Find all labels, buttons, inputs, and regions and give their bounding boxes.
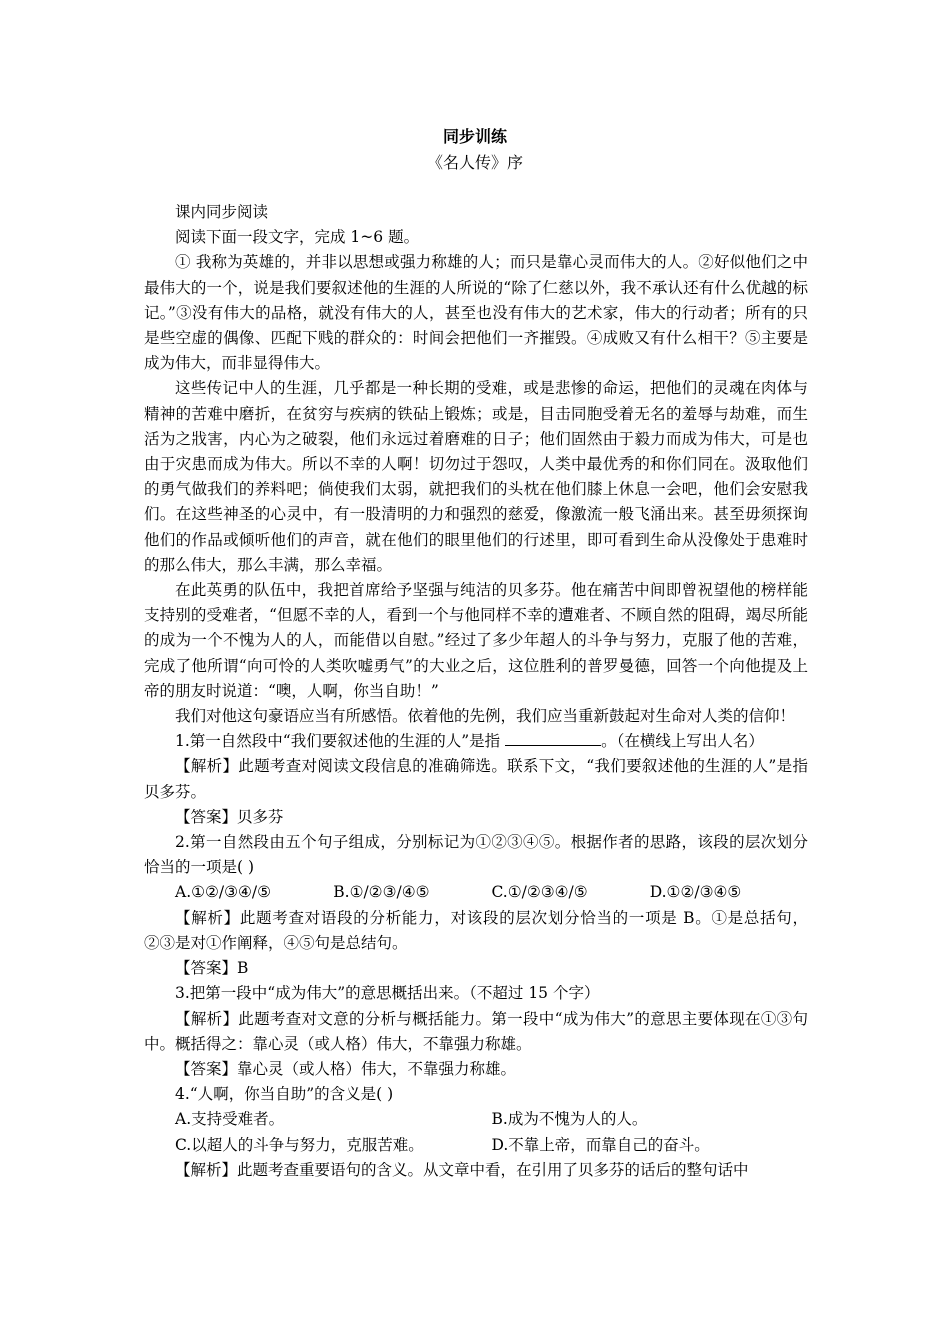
question-2-answer: 【答案】B [175,959,249,978]
option-c: C.以超人的斗争与努力，克服苦难。 [175,1135,424,1154]
question-4: 4.“人啊，你当自助”的含义是( ) [175,1085,394,1104]
question-1-prefix: 1.第一自然段中“我们要叙述他的生涯的人”是指 [175,732,501,751]
question-1 [144,729,808,754]
question-4-options-row-1 [144,1107,808,1132]
question-4-options-row-2 [144,1133,808,1158]
option-d: D.①②/③④⑤ [649,883,742,902]
instruction: 阅读下面一段文字，完成 1~6 题。 [175,228,420,247]
question-2: 2.第一自然段由五个句子组成，分别标记为①②③④⑤。根据作者的思路，该段的层次划分恰当的一项是( ) [144,833,808,877]
question-1-answer: 【答案】贝多芬 [175,807,284,826]
page-subtitle: 《名人传》序 [426,153,523,172]
passage-paragraph-3: 在此英勇的队伍中，我把首席给予坚强与纯洁的贝多芬。他在痛苦中间即曾祝望他的榜样能支持别的受难者，“但愿不幸的人，看到一个与他同样不幸的遭难者、不顾自然的阻碍，竭尽所能的成为一个不愧为人的人，而能借以自慰。”经过了多少年超人的斗争与努力，克服了他的苦难，完成了他所谓“向可怜的人类吹嘘勇气”的大业之后，这位胜利的普罗曼德，回答一个向他提及上帝的朋友时说道：“噢，人啊，你当自助！” [144,581,808,700]
option-c: C.①/②③④/⑤ [491,883,588,902]
answer-blank [505,731,601,746]
passage-paragraph-1: ① 我称为英雄的，并非以思想或强力称雄的人；而只是靠心灵而伟大的人。②好似他们之中最伟大的一个，说是我们要叙述他的生涯的人所说的“除了仁慈以外，我不承认还有什么优越的标记。”③没有伟大的品格，就没有伟大的人，甚至也没有伟大的艺术家，伟大的行动者；所有的只是些空虚的偶像、匹配下贱的群众的：时间会把他们一齐摧毁。④成败又有什么相干？⑤主要是成为伟大，而非显得伟大。 [144,253,808,373]
option-b: B.成为不愧为人的人。 [491,1110,648,1129]
question-3: 3.把第一段中“成为伟大”的意思概括出来。（不超过 15 个字） [175,984,600,1003]
option-d: D.不靠上帝，而靠自己的奋斗。 [491,1135,710,1154]
question-1-analysis: 【解析】此题考查对阅读文段信息的准确筛选。联系下文，“我们要叙述他的生涯的人”是指贝多芬。 [144,757,808,801]
question-3-answer: 【答案】靠心灵（或人格）伟大，不靠强力称雄。 [175,1059,517,1078]
option-a: A.①②/③④/⑤ [175,883,272,902]
option-a: A.支持受难者。 [175,1110,285,1129]
question-1-suffix: 。（在横线上写出人名） [601,732,764,751]
question-4-analysis: 【解析】此题考查重要语句的含义。从文章中看，在引用了贝多芬的话后的整句话中 [175,1160,749,1179]
question-3-analysis: 【解析】此题考查对文意的分析与概括能力。第一段中“成为伟大”的意思主要体现在①③句中。概括得之：靠心灵（或人格）伟大，不靠强力称雄。 [144,1009,808,1053]
question-2-options [144,880,808,905]
document-body [144,200,808,1183]
option-b: B.①/②③/④⑤ [333,883,430,902]
question-2-analysis: 【解析】此题考查对语段的分析能力，对该段的层次划分恰当的一项是 B。①是总括句，②③是对①作阐释，④⑤句是总结句。 [144,908,808,952]
section-heading: 课内同步阅读 [175,203,269,221]
passage-paragraph-4: 我们对他这句豪语应当有所感悟。依着他的先例，我们应当重新鼓起对生命对人类的信仰！ [175,707,796,726]
passage-paragraph-2: 这些传记中人的生涯，几乎都是一种长期的受难，或是悲惨的命运，把他们的灵魂在肉体与精神的苦难中磨折，在贫穷与疾病的铁砧上锻炼；或是，目击同胞受着无名的羞辱与劫难，而生活为之戕害，内心为之破裂，他们永远过着磨难的日子；他们固然由于毅力而成为伟大，可是也由于灾患而成为伟大。所以不幸的人啊！切勿过于怨叹，人类中最优秀的和你们同在。汲取他们的勇气做我们的养料吧；倘使我们太弱，就把我们的头枕在他们膝上休息一会吧，他们会安慰我们。在这些神圣的心灵中，有一股清明的力和强烈的慈爱，像激流一般飞涌出来。甚至毋须探询他们的作品或倾听他们的声音，就在他们的眼里他们的行述里，即可看到生命从没像处于患难时的那么伟大，那么丰满，那么幸福。 [144,379,808,574]
page-title: 同步训练 [442,127,507,146]
